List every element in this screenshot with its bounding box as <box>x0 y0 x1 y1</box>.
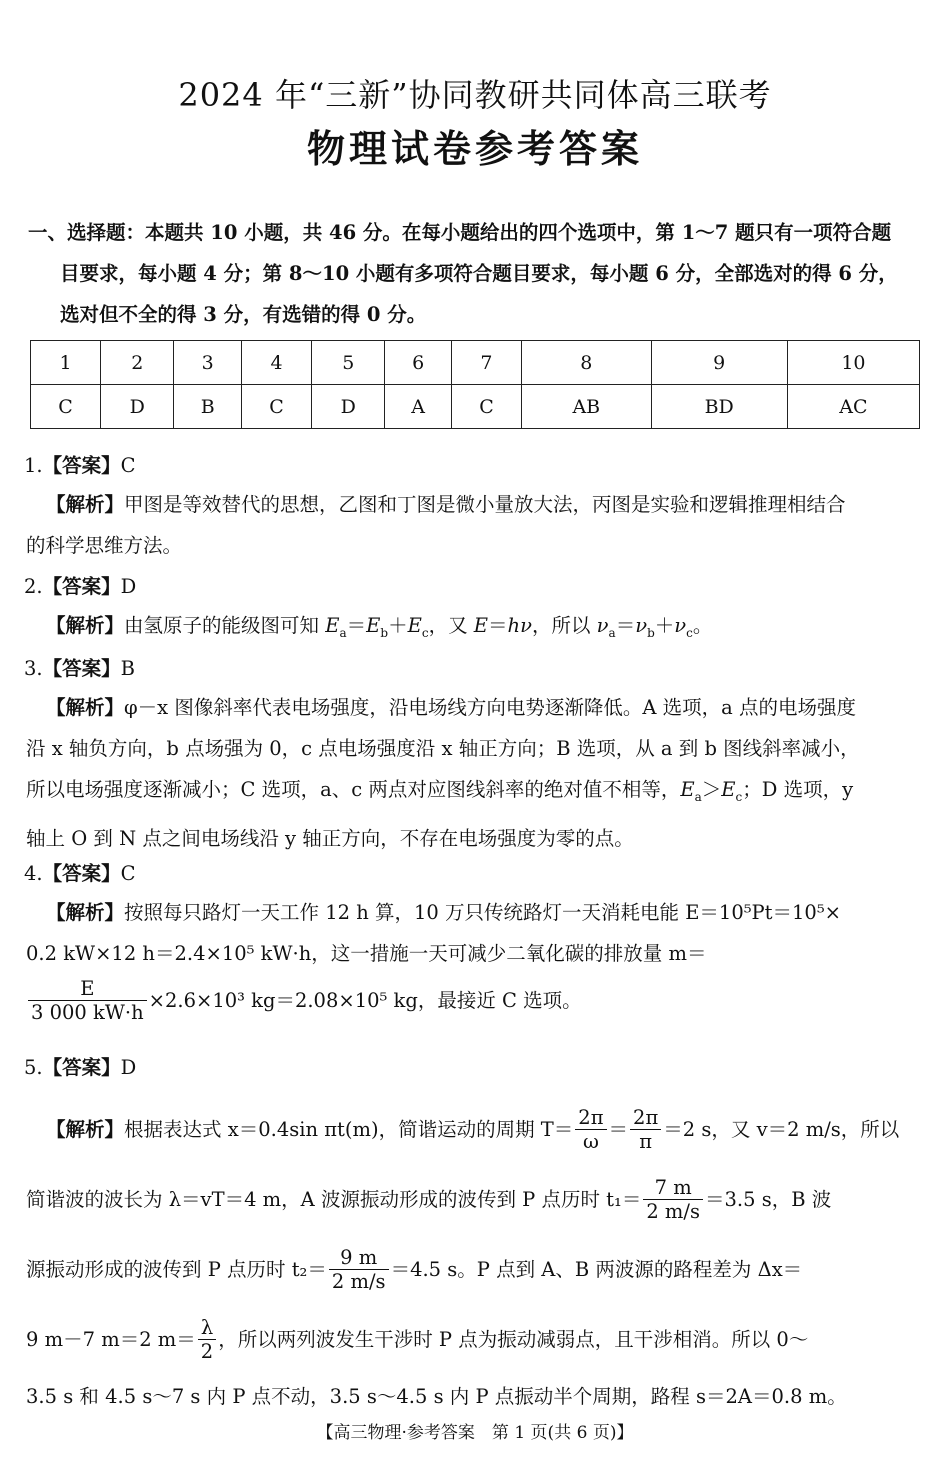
table-cell: BD <box>651 385 787 429</box>
fraction: $\frac{2\pi}{\pi}$ <box>630 1107 661 1154</box>
page-footer: 【高三物理·参考答案 第 1 页(共 6 页)】 <box>316 1423 634 1443</box>
question-number: 5. <box>24 1056 43 1079</box>
analysis-label: 【解析】 <box>46 696 125 719</box>
analysis-label: 【解析】 <box>46 493 125 516</box>
answer-label: 【答案】 <box>42 454 121 477</box>
table-cell: 8 <box>522 341 651 385</box>
analysis-text: ，所以 <box>531 614 597 637</box>
intro-line-3: 选对但不全的得 3 分，有选错的得 0 分。 <box>60 303 427 326</box>
section-intro <box>28 212 928 335</box>
question-4-answer <box>24 858 136 886</box>
table-cell: 7 <box>451 341 521 385</box>
answer-value: C <box>120 862 136 885</box>
question-1-analysis <box>26 484 926 566</box>
table-cell: 3 <box>174 341 242 385</box>
question-3-analysis <box>26 687 926 859</box>
fraction: $\frac{2\pi}{\omega}$ <box>575 1107 606 1154</box>
answer-value: C <box>120 454 136 477</box>
analysis-text: 源振动形成的波传到 P 点历时 t₂＝ <box>26 1258 327 1281</box>
analysis-text: 的科学思维方法。 <box>26 534 183 557</box>
question-number: 3. <box>24 657 43 680</box>
analysis-text: 9 m－7 m＝2 m＝ <box>26 1328 196 1351</box>
question-4-analysis <box>26 892 926 1025</box>
analysis-label: 【解析】 <box>46 1118 125 1141</box>
exam-title: 2024 年“三新”协同教研共同体高三联考 <box>178 76 772 114</box>
analysis-text: ＝3.5 s，B 波 <box>705 1188 832 1211</box>
analysis-line <box>26 1305 926 1375</box>
intro-line-1: 一、选择题：本题共 10 小题，共 46 分。在每小题给出的四个选项中，第 1～7 题只有一项符合题 <box>28 221 892 244</box>
table-cell: A <box>385 385 452 429</box>
answer-label: 【答案】 <box>42 575 121 598</box>
table-cell: B <box>174 385 242 429</box>
question-5-analysis: 【解析】根据表达式 x＝0.4sin πt(m)，简谐运动的周期 T＝ $\frac{2\pi}{\omega}$ ＝ $\frac{2\pi}{\pi}$ ＝2 s，又 v＝2 m/s，所以 简谐波的波长为 λ＝vT＝4 m，A 波源振动形成的波传到 P 点历时 t₁＝ $\frac{7 m}{2 m/s}$ ＝3.5 s，B 波 源振动形成的波传到 P 点历时 t₂＝ $\frac{9 m}{2 m/s}$ ＝4.5 s。P 点到 A、B 两波源的路程差为 Δx＝ 9 m－7 m＝2 m＝ $\frac{\lambda}{2}$ ，所以两列波发生干涉时 P 点为振动减弱点，且干涉相消。所以 0～ 3.5 s 和 4.5 s～7 s 内 P 点不动，3.5 s～4.5 s 内 P 点振动半个周期，路程 s＝2A＝0.8 m。 <box>46 1095 926 1419</box>
analysis-text: 0.2 kW×12 h＝2.4×10⁵ kW·h，这一措施一天可减少二氧化碳的排放量 m＝ <box>26 942 707 965</box>
fraction: $\frac{E}{3 000 kW\cdot h}$ <box>28 978 147 1025</box>
analysis-text: 所以电场强度逐渐减小；C 选项，a、c 两点对应图线斜率的绝对值不相等， <box>26 778 681 801</box>
analysis-text: ＝4.5 s。P 点到 A、B 两波源的路程差为 Δx＝ <box>390 1258 803 1281</box>
table-cell: AC <box>787 385 919 429</box>
table-cell: C <box>31 385 101 429</box>
analysis-text: ×2.6×10³ kg＝2.08×10⁵ kg，最接近 C 选项。 <box>148 989 582 1012</box>
answer-value: D <box>120 1056 137 1079</box>
answer-label: 【答案】 <box>42 657 121 680</box>
table-row-numbers <box>31 341 920 385</box>
analysis-text: 按照每只路灯一天工作 12 h 算，10 万只传统路灯一天消耗电能 E＝10⁵Pt＝10⁵× <box>124 901 841 924</box>
question-number: 1. <box>24 454 43 477</box>
analysis-text: ，所以两列波发生干涉时 P 点为振动减弱点，且干涉相消。所以 0～ <box>218 1328 809 1351</box>
analysis-text: 由氢原子的能级图可知 <box>124 614 326 637</box>
question-number: 2. <box>24 575 43 598</box>
table-cell: D <box>101 385 174 429</box>
table-cell: 1 <box>31 341 101 385</box>
analysis-text: ；D 选项，y <box>742 778 854 801</box>
analysis-line: 所以电场强度逐渐减小；C 选项，a、c 两点对应图线斜率的绝对值不相等，$E_a>E_c$；D 选项，y <box>26 778 854 804</box>
table-cell: 6 <box>385 341 452 385</box>
analysis-line <box>26 1165 926 1235</box>
table-cell: AB <box>522 385 651 429</box>
analysis-text: 甲图是等效替代的思想，乙图和丁图是微小量放大法，丙图是实验和逻辑推理相结合 <box>124 493 846 516</box>
analysis-text: 3.5 s 和 4.5 s～7 s 内 P 点不动，3.5 s～4.5 s 内 P 点振动半个周期，路程 s＝2A＝0.8 m。 <box>26 1385 847 1408</box>
answer-label: 【答案】 <box>42 1056 121 1079</box>
table-row-answers <box>31 385 920 429</box>
question-1-answer <box>24 450 136 478</box>
analysis-line <box>26 1235 926 1305</box>
answer-value: B <box>120 657 135 680</box>
analysis-text: ＝2 s，又 v＝2 m/s，所以 <box>663 1118 900 1141</box>
question-2-answer <box>24 571 136 599</box>
question-2-analysis: 【解析】由氢原子的能级图可知 $E_a=E_b+E_c$，又 E＝hν，所以 $\nu_a=\nu_b+\nu_c$。 <box>46 614 713 640</box>
analysis-label: 【解析】 <box>46 901 125 924</box>
fraction: $\frac{7 m}{2 m/s}$ <box>643 1177 703 1224</box>
analysis-text: 根据表达式 x＝0.4sin πt(m)，简谐运动的周期 T＝ <box>124 1118 574 1141</box>
answer-value: D <box>120 575 137 598</box>
analysis-text: ，又 <box>428 614 474 637</box>
analysis-text: φ－x 图像斜率代表电场强度，沿电场线方向电势逐渐降低。A 选项，a 点的电场强度 <box>124 696 856 719</box>
analysis-text: 轴上 O 到 N 点之间电场线沿 y 轴正方向，不存在电场强度为零的点。 <box>26 826 634 850</box>
question-3-answer <box>24 653 135 681</box>
analysis-line <box>26 978 926 1025</box>
answer-table <box>30 340 920 429</box>
analysis-text: 沿 x 轴负方向，b 点场强为 0，c 点电场强度沿 x 轴正方向；B 选项，从 a 到 b 图线斜率减小， <box>26 737 860 760</box>
question-number: 4. <box>24 862 43 885</box>
table-cell: 4 <box>241 341 311 385</box>
intro-line-2: 目要求，每小题 4 分；第 8～10 小题有多项符合题目要求，每小题 6 分，全部选对的得 6 分， <box>60 262 898 285</box>
table-cell: 9 <box>651 341 787 385</box>
table-cell: 10 <box>787 341 919 385</box>
analysis-label: 【解析】 <box>46 614 125 637</box>
document-title: 物理试卷参考答案 <box>306 126 643 171</box>
answer-label: 【答案】 <box>42 862 121 885</box>
table-cell: 5 <box>312 341 385 385</box>
fraction: $\frac{\lambda}{2}$ <box>198 1317 216 1364</box>
table-cell: C <box>241 385 311 429</box>
analysis-text: 简谐波的波长为 λ＝vT＝4 m，A 波源振动形成的波传到 P 点历时 t₁＝ <box>26 1188 642 1211</box>
table-cell: C <box>451 385 521 429</box>
fraction: $\frac{9 m}{2 m/s}$ <box>329 1247 389 1294</box>
question-5-answer <box>24 1052 136 1080</box>
table-cell: D <box>312 385 385 429</box>
table-cell: 2 <box>101 341 174 385</box>
